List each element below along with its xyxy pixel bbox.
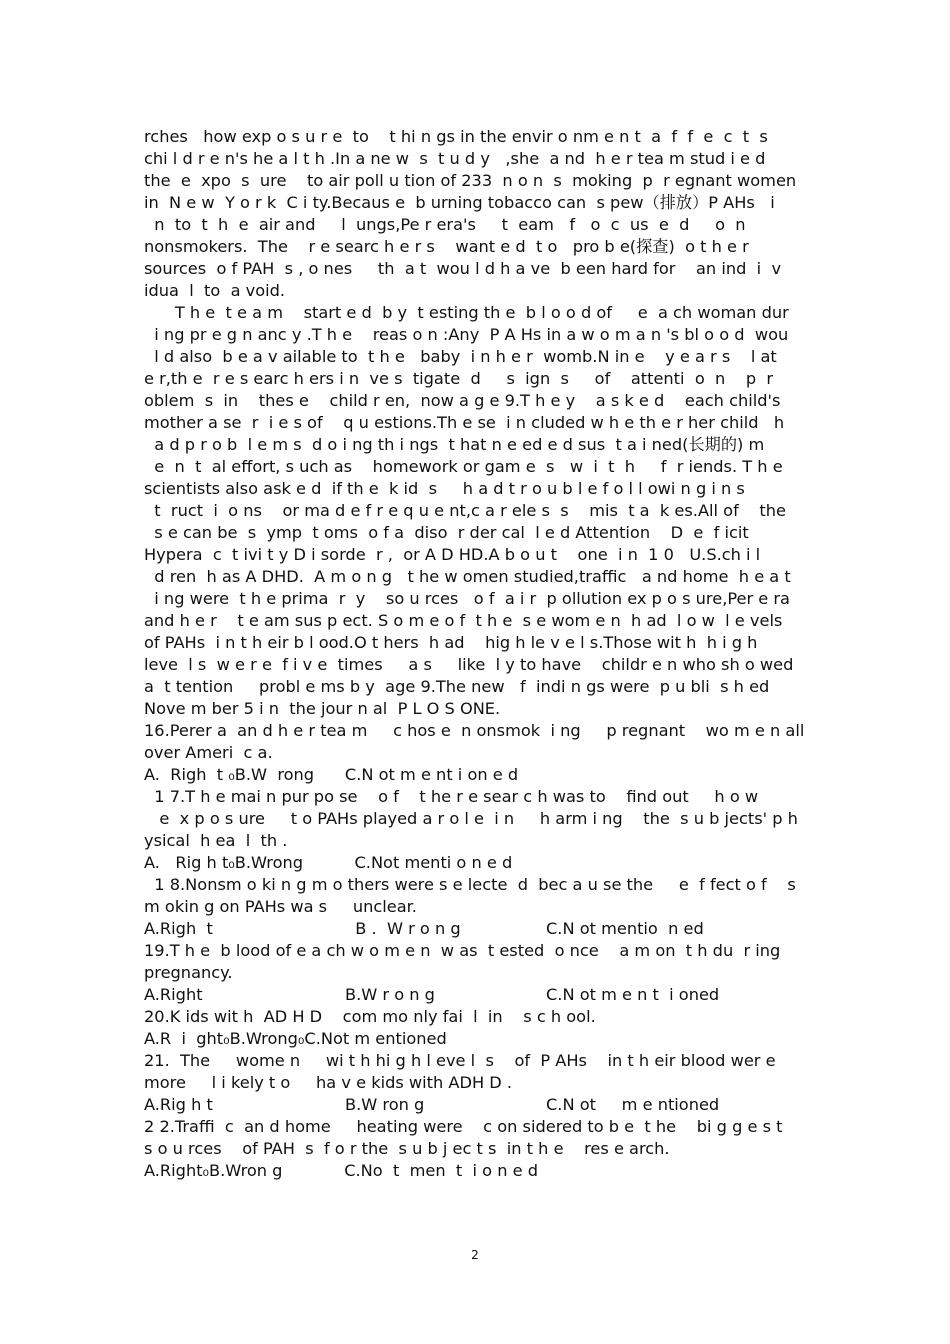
question-stem: e x p o s ure t o PAHs played a r o l e i n h arm i ng the s u b jects' p h	[144, 809, 798, 828]
question-17	[144, 786, 808, 874]
question-stem: s o u rces of PAH s f o r the s u b j ec t s in t h e res e arch.	[144, 1139, 670, 1158]
option-a: A.Righ t	[144, 919, 213, 938]
passage-line: rches how exp o s u r e to t hi n gs in the envir o nm e n t a f f e c t s	[144, 127, 768, 146]
question-stem: more l i kely t o ha v e kids with ADH D .	[144, 1073, 513, 1092]
passage-line: and h e r t e am sus p ect. S o m e o f t h e s e wom e n h ad l o w l e vels	[144, 611, 783, 630]
passage-line: idua l to a void.	[144, 281, 286, 300]
question-stem: 19.T h e b lood of e a ch w o m e n w as t ested o nce a m on t h du r ing	[144, 941, 781, 960]
option-b: B.W r o n g	[345, 985, 435, 1004]
page-number: 2	[471, 1248, 479, 1262]
passage-line: scientists also ask e d if th e k id s h a d t r o u b l e f o l l owi n g i n s	[144, 479, 745, 498]
question-stem: 16.Perer a an d h e r tea m c hos e n onsmok i ng p regnant wo m e n all	[144, 721, 805, 740]
passage-line: a d p r o b l e m s d o i ng th i ngs t hat n e ed e d sus t a i ned(长期的) m	[144, 435, 765, 454]
passage-line: s e can be s ymp t oms o f a diso r der cal l e d Attention D e f icit	[144, 523, 749, 542]
option-c: C.N ot m e ntioned	[546, 1095, 720, 1114]
option-c: C.N ot m e n t i oned	[546, 985, 720, 1004]
passage-line: e r,th e r e s earc h ers i n ve s tigate d s ign s of attenti o n p r	[144, 369, 774, 388]
option-b: B . W r o n g	[345, 919, 461, 938]
passage-line: e n t al effort, s uch as homework or gam e s w i t h f r iends. T h e	[144, 457, 783, 476]
question-19	[144, 940, 808, 1006]
page-content	[144, 126, 808, 1182]
answer-options: A. Righ t ₀B.W rong C.N ot m e nt i on e d	[144, 765, 519, 784]
passage-line: leve l s w e r e f i v e times a s like l y to have childr e n who sh o wed	[144, 655, 794, 674]
question-stem: over Ameri c a.	[144, 743, 273, 762]
answer-options: A. Rig h t₀B.Wrong C.Not menti o n e d	[144, 853, 513, 872]
answer-options: A.Right₀B.Wron g C.No t men t i o n e d	[144, 1161, 538, 1180]
option-a: A.Rig h t	[144, 1095, 213, 1114]
answer-options: A.R i ght₀B.Wrong₀C.Not m entioned	[144, 1029, 447, 1048]
passage-line: the e xpo s ure to air poll u tion of 233 n o n s moking p r egnant women	[144, 171, 797, 190]
question-stem: 1 7.T h e mai n pur po se o f t he r e sear c h was to find out h o w	[144, 787, 759, 806]
passage-line: mother a se r i e s of q u estions.Th e se i n cluded w h e th e r her child h	[144, 413, 785, 432]
option-b: B.W ron g	[345, 1095, 425, 1114]
reading-passage	[144, 126, 808, 720]
question-18	[144, 874, 808, 940]
passage-line: n to t h e air and l ungs,Pe r era's t eam f o c us e d o n	[144, 215, 746, 234]
passage-line: Nove m ber 5 i n the jour n al P L O S ONE.	[144, 699, 501, 718]
answer-options	[144, 984, 808, 1006]
passage-line: oblem s in thes e child r en, now a g e 9.T h e y a s k e d each child's	[144, 391, 781, 410]
passage-line: d ren h as A DHD. A m o n g t he w omen studied,traffic a nd home h e a t	[144, 567, 791, 586]
passage-line: i ng pr e g n anc y .T h e reas o n :Any P A Hs in a w o m a n 's bl o o d wou	[144, 325, 789, 344]
passage-line: sources o f PAH s , o nes th a t wou l d h a ve b een hard for an ind i v	[144, 259, 782, 278]
question-22	[144, 1116, 808, 1182]
question-stem: m okin g on PAHs wa s unclear.	[144, 897, 417, 916]
question-21	[144, 1050, 808, 1116]
passage-line: T h e t e a m start e d b y t esting th e b l o o d of e a ch woman dur	[144, 303, 789, 322]
passage-line: nonsmokers. The r e searc h e r s want e d t o pro b e(探查) o t h e r	[144, 237, 749, 256]
passage-line: chi l d r e n's he a l t h .In a ne w s t u d y ,she a nd h e r tea m stud i e d	[144, 149, 766, 168]
question-stem: 1 8.Nonsm o ki n g m o thers were s e lecte d bec a u se the e f fect o f s	[144, 875, 796, 894]
answer-options	[144, 918, 808, 940]
passage-line: of PAHs i n t h eir b l ood.O t hers h ad hig h le v e l s.Those wit h h i g h	[144, 633, 758, 652]
passage-line: a t tention probl e ms b y age 9.The new f indi n gs were p u bli s h ed	[144, 677, 770, 696]
question-stem: 2 2.Traffi c an d home heating were c on sidered to b e t he bi g g e s t	[144, 1117, 783, 1136]
passage-line: in N e w Y o r k C i ty.Becaus e b urning tobacco can s pew（排放）P AHs i	[144, 193, 775, 212]
question-stem: ysical h ea l th .	[144, 831, 288, 850]
option-a: A.Right	[144, 985, 203, 1004]
question-16	[144, 720, 808, 786]
question-stem: pregnancy.	[144, 963, 233, 982]
question-stem: 21. The wome n wi t h hi g h l eve l s of P AHs in t h eir blood wer e	[144, 1051, 776, 1070]
question-stem: 20.K ids wit h AD H D com mo nly fai l in s c h ool.	[144, 1007, 596, 1026]
passage-line: i ng were t h e prima r y so u rces o f a i r p ollution ex p o s ure,Per e ra	[144, 589, 790, 608]
passage-line: Hypera c t ivi t y D i sorde r , or A D HD.A b o u t one i n 1 0 U.S.ch i l	[144, 545, 761, 564]
option-c: C.N ot mentio n ed	[546, 919, 704, 938]
answer-options	[144, 1094, 808, 1116]
passage-line: l d also b e a v ailable to t h e baby i n h e r womb.N in e y e a r s l at	[144, 347, 777, 366]
question-20	[144, 1006, 808, 1050]
questions-section	[144, 720, 808, 1182]
passage-line: t ruct i o ns or ma d e f r e q u e nt,c a r ele s s mis t a k es.All of the	[144, 501, 786, 520]
